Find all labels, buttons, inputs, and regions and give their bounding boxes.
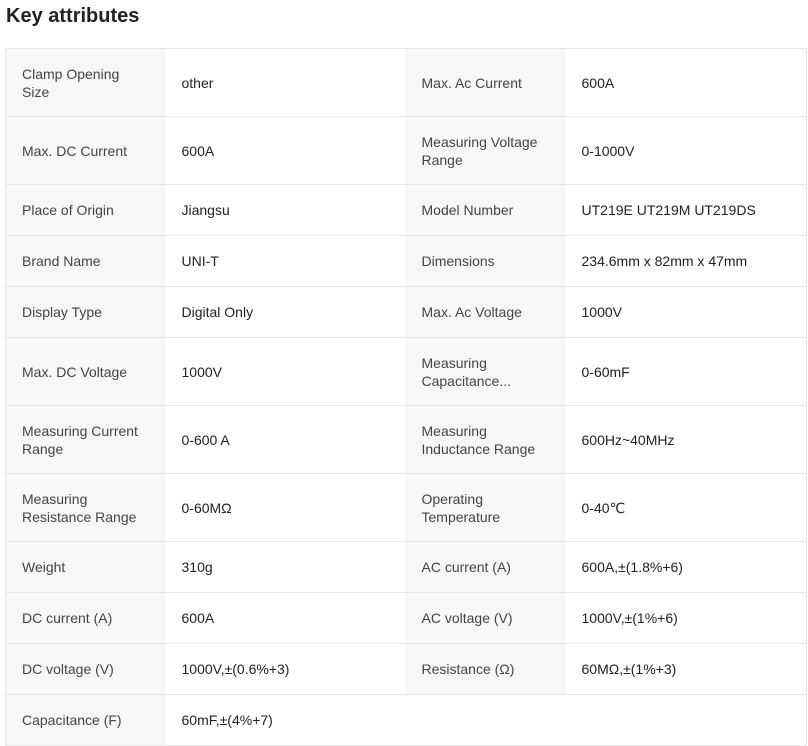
table-row bbox=[6, 49, 807, 117]
attribute-value: 600Hz~40MHz bbox=[566, 406, 807, 474]
attribute-label: AC current (A) bbox=[406, 542, 566, 593]
attribute-value: 1000V,±(1%+6) bbox=[566, 593, 807, 644]
attribute-value: UT219E UT219M UT219DS bbox=[566, 185, 807, 236]
attribute-label: Max. DC Current bbox=[6, 117, 166, 185]
attribute-label: Operating Temperature bbox=[406, 474, 566, 542]
table-row bbox=[6, 593, 807, 644]
attribute-label: Measuring Capacitance... bbox=[406, 338, 566, 406]
attribute-value: other bbox=[166, 49, 406, 117]
attribute-label: DC current (A) bbox=[6, 593, 166, 644]
attribute-label: Capacitance (F) bbox=[6, 695, 166, 746]
table-row bbox=[6, 236, 807, 287]
key-attributes-table bbox=[5, 48, 807, 746]
attribute-value: UNI-T bbox=[166, 236, 406, 287]
attribute-value: 0-1000V bbox=[566, 117, 807, 185]
attribute-label: Dimensions bbox=[406, 236, 566, 287]
attribute-label: Max. Ac Current bbox=[406, 49, 566, 117]
attribute-label: Model Number bbox=[406, 185, 566, 236]
table-row bbox=[6, 695, 807, 746]
attribute-value: 60MΩ,±(1%+3) bbox=[566, 644, 807, 695]
attribute-value: 600A bbox=[166, 593, 406, 644]
table-row bbox=[6, 474, 807, 542]
table-row bbox=[6, 185, 807, 236]
attribute-value: Digital Only bbox=[166, 287, 406, 338]
attribute-label: Weight bbox=[6, 542, 166, 593]
table-row bbox=[6, 117, 807, 185]
attribute-label: Measuring Inductance Range bbox=[406, 406, 566, 474]
attribute-label: Display Type bbox=[6, 287, 166, 338]
table-row bbox=[6, 644, 807, 695]
attribute-label: Measuring Resistance Range bbox=[6, 474, 166, 542]
attribute-label: Max. DC Voltage bbox=[6, 338, 166, 406]
attribute-value: 1000V bbox=[166, 338, 406, 406]
attribute-value: 234.6mm x 82mm x 47mm bbox=[566, 236, 807, 287]
attribute-label: DC voltage (V) bbox=[6, 644, 166, 695]
attribute-label: Measuring Voltage Range bbox=[406, 117, 566, 185]
attribute-value: Jiangsu bbox=[166, 185, 406, 236]
attribute-value: 60mF,±(4%+7) bbox=[166, 695, 406, 746]
attribute-value: 600A bbox=[566, 49, 807, 117]
page-title: Key attributes bbox=[6, 5, 140, 27]
table-row bbox=[6, 338, 807, 406]
attribute-value: 1000V bbox=[566, 287, 807, 338]
table-row bbox=[6, 542, 807, 593]
attribute-value: 0-60mF bbox=[566, 338, 807, 406]
attribute-label: Max. Ac Voltage bbox=[406, 287, 566, 338]
attribute-value: 310g bbox=[166, 542, 406, 593]
attribute-value: 0-600 A bbox=[166, 406, 406, 474]
attribute-value: 1000V,±(0.6%+3) bbox=[166, 644, 406, 695]
attribute-value: 0-40℃ bbox=[566, 474, 807, 542]
table-row bbox=[6, 287, 807, 338]
attribute-value: 600A,±(1.8%+6) bbox=[566, 542, 807, 593]
attribute-label-empty bbox=[406, 695, 566, 746]
attribute-label: Clamp Opening Size bbox=[6, 49, 166, 117]
attribute-label: Measuring Current Range bbox=[6, 406, 166, 474]
attribute-label: Brand Name bbox=[6, 236, 166, 287]
attribute-value: 600A bbox=[166, 117, 406, 185]
attribute-value-empty bbox=[566, 695, 807, 746]
attribute-label: AC voltage (V) bbox=[406, 593, 566, 644]
attribute-label: Resistance (Ω) bbox=[406, 644, 566, 695]
table-row bbox=[6, 406, 807, 474]
attribute-label: Place of Origin bbox=[6, 185, 166, 236]
attribute-value: 0-60MΩ bbox=[166, 474, 406, 542]
